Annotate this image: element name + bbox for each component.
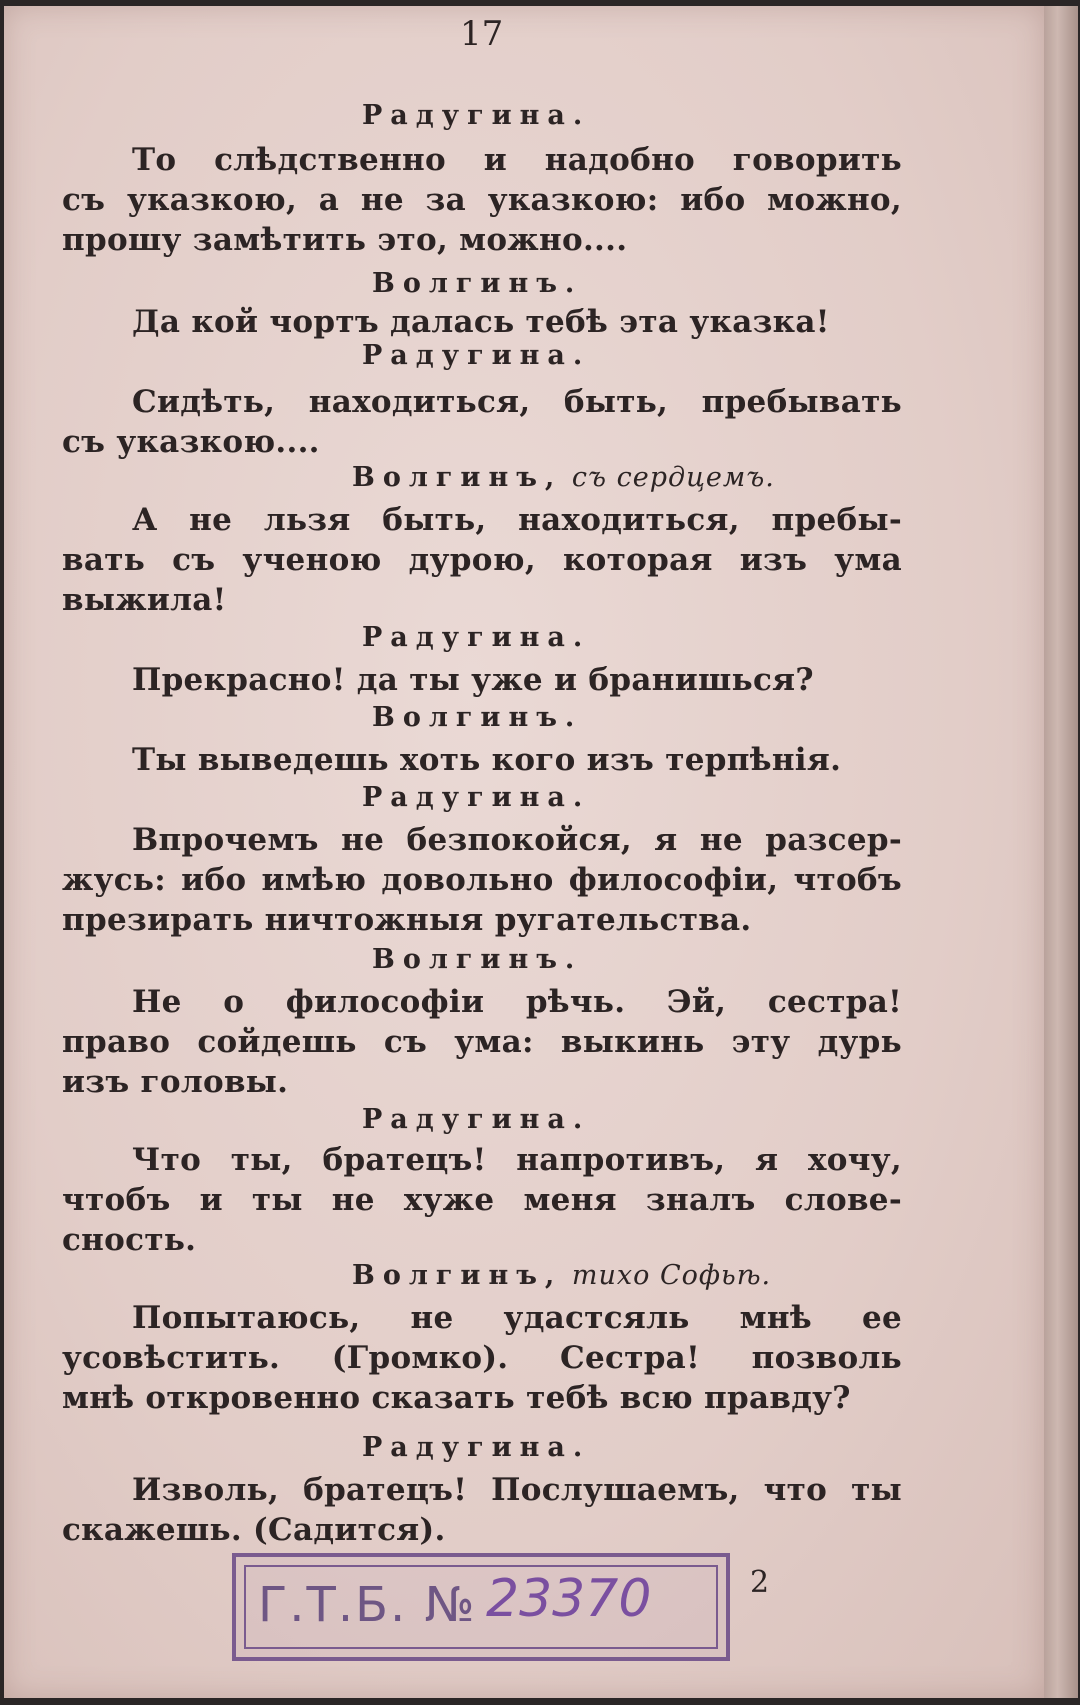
library-stamp	[232, 1553, 730, 1661]
text-line: усовѣстить. (Громко). Сестра! позволь	[62, 1340, 902, 1376]
text-line: То слѣдственно и надобно говорить	[132, 142, 902, 178]
text-line: право сойдешь съ ума: выкинь эту дурь	[62, 1024, 902, 1060]
text-line: Да кой чортъ далась тебѣ эта указка!	[132, 304, 830, 340]
text-line: прошу замѣтить это, можно....	[62, 222, 628, 258]
speaker-name	[362, 1104, 590, 1135]
speaker-label: Радугина.	[362, 622, 591, 653]
speaker-label: Волгинъ.	[372, 702, 583, 733]
page-edge	[1044, 6, 1078, 1698]
text-line: Прекрасно! да ты уже и бранишься?	[132, 662, 814, 698]
speaker-label: Волгинъ.	[372, 944, 583, 975]
speaker-label: Радугина.	[362, 1104, 591, 1135]
text-line: сность.	[62, 1222, 197, 1258]
text-line: скажешь. (Садится).	[62, 1512, 446, 1548]
text-line: Изволь, братецъ! Послушаемъ, что ты	[132, 1472, 902, 1508]
stage-direction: тихо Софьѣ.	[562, 1260, 772, 1291]
speaker-label: Волгинъ,	[352, 1260, 563, 1291]
stage-direction: съ сердцемъ.	[562, 462, 775, 493]
text-line: Сидѣть, находиться, быть, пребывать	[132, 384, 902, 420]
speaker-name	[352, 462, 775, 493]
speaker-label: Волгинъ,	[352, 462, 563, 493]
speaker-name	[352, 1260, 771, 1291]
page-number: 17	[460, 14, 504, 54]
speaker-label: Радугина.	[362, 100, 591, 131]
speaker-name	[372, 944, 582, 975]
text-line: Что ты, братецъ! напротивъ, я хочу,	[132, 1142, 902, 1178]
speaker-name	[362, 100, 590, 131]
speaker-name	[372, 268, 582, 299]
text-line: выжила!	[62, 582, 227, 618]
speaker-name	[362, 782, 590, 813]
text-line: вать съ ученою дурою, которая изъ ума	[62, 542, 902, 578]
speaker-label: Волгинъ.	[372, 268, 583, 299]
speaker-name	[362, 622, 590, 653]
signature-mark: 2	[750, 1565, 770, 1600]
speaker-name	[362, 1432, 590, 1463]
text-line: чтобъ и ты не хуже меня зналъ слове-	[62, 1182, 902, 1218]
text-line: мнѣ откровенно сказать тебѣ всю правду?	[62, 1380, 851, 1416]
speaker-name	[362, 340, 590, 371]
text-line: съ указкою....	[62, 424, 320, 460]
speaker-name	[372, 702, 582, 733]
text-line: презирать ничтожныя ругательства.	[62, 902, 752, 938]
margin-inventory-note	[8, 710, 48, 920]
speaker-label: Радугина.	[362, 340, 591, 371]
speaker-label: Радугина.	[362, 782, 591, 813]
text-line: Попытаюсь, не удастсяль мнѣ ее	[132, 1300, 902, 1336]
text-line: Ты выведешь хоть кого изъ терпѣнія.	[132, 742, 842, 778]
speaker-label: Радугина.	[362, 1432, 591, 1463]
stamp-number: 23370	[486, 1569, 652, 1629]
text-line: Впрочемъ не безпокойся, я не разсер-	[132, 822, 902, 858]
text-line: Не о философіи рѣчь. Эй, сестра!	[132, 984, 902, 1020]
text-line: А не льзя быть, находиться, пребы-	[132, 502, 902, 538]
text-line: съ указкою, а не за указкою: ибо можно,	[62, 182, 902, 218]
stamp-prefix: Г.Т.Б. №	[258, 1577, 477, 1633]
text-line: жусь: ибо имѣю довольно философіи, чтобъ	[62, 862, 902, 898]
text-line: изъ головы.	[62, 1064, 289, 1100]
